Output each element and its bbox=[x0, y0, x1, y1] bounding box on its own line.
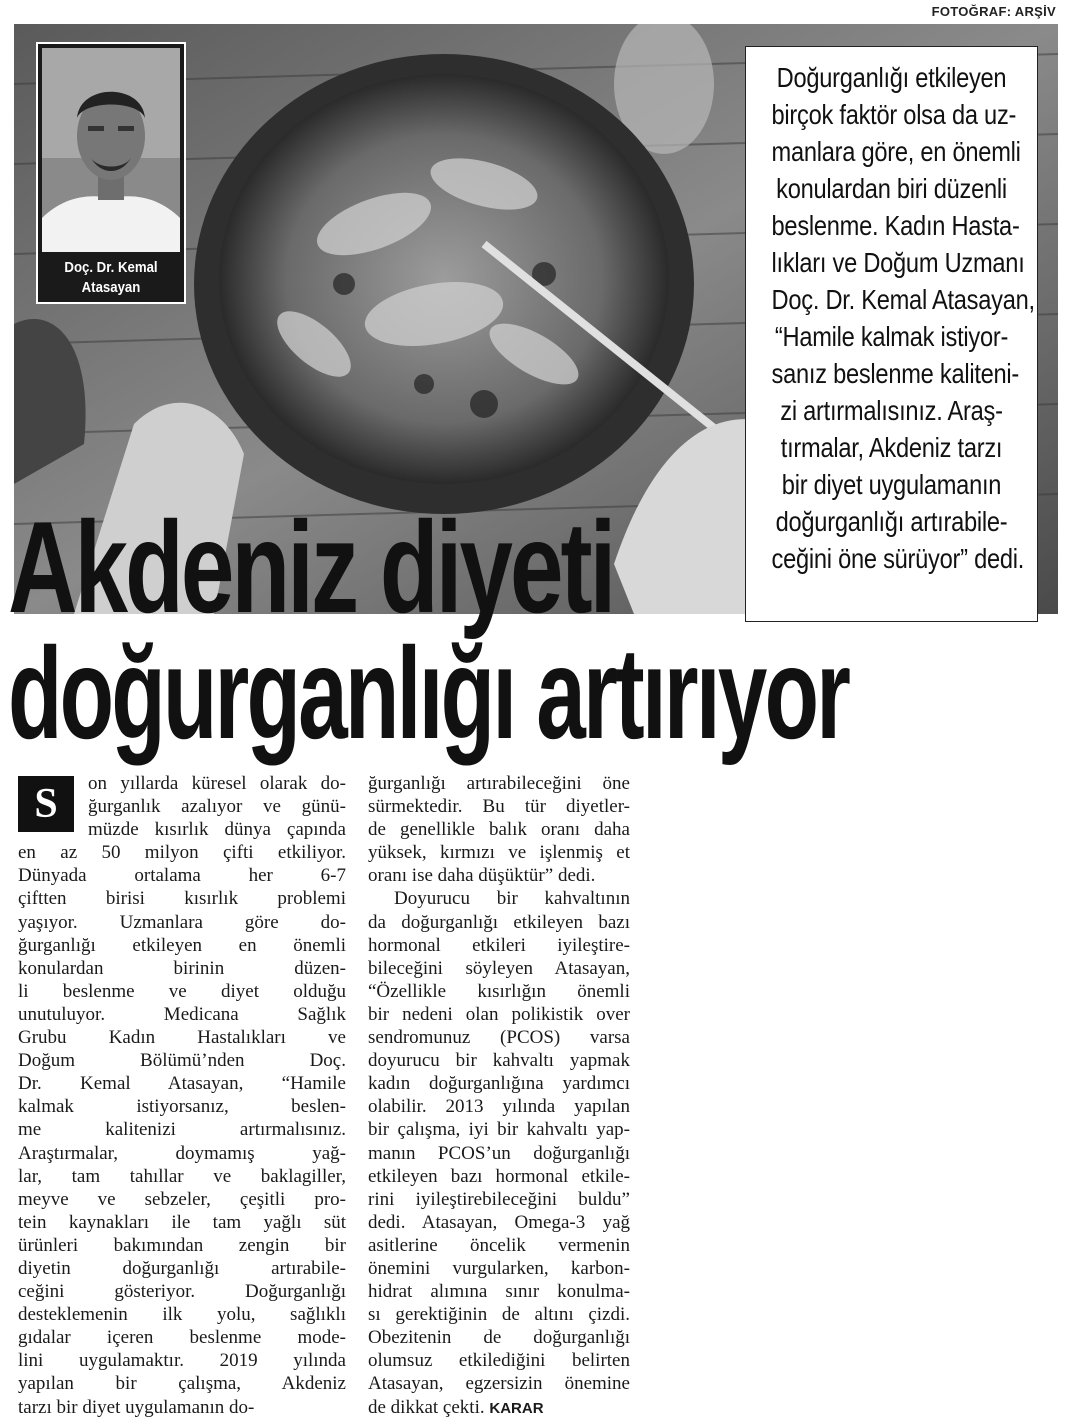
article-line: da doğurganlığı etkileyen bazı bbox=[368, 911, 630, 933]
article-column-1 bbox=[18, 772, 346, 1419]
article-line: sendromunuz (PCOS) varsa bbox=[368, 1027, 630, 1049]
quote-line: Doç. Dr. Kemal Atasayan, bbox=[771, 284, 1035, 315]
portrait-photo bbox=[42, 48, 180, 252]
quote-line: “Hamile kalmak istiyor- bbox=[774, 321, 1009, 352]
quote-line: beslenme. Kadın Hasta- bbox=[771, 210, 1020, 241]
article-line: Grubu Kadın Hastalıkları ve bbox=[18, 1027, 346, 1049]
article-line: “Özellikle kısırlığın önemli bbox=[368, 980, 630, 1002]
article-line: önemini vurgularken, karbon- bbox=[368, 1257, 630, 1279]
article-line: bileceğini söyleyen Atasayan, bbox=[368, 957, 630, 979]
article-line: en az 50 milyon çifti etkiliyor. bbox=[18, 842, 346, 864]
article-line: lini uygulamaktır. 2019 yılında bbox=[18, 1350, 346, 1372]
article-line: lar, tam tahıllar ve baklagiller, bbox=[18, 1165, 346, 1187]
headline-line2: doğurganlığı artırıyor bbox=[8, 620, 849, 766]
photo-credit: FOTOĞRAF: ARŞİV bbox=[931, 4, 1056, 19]
quote-line: zi artırmalısınız. Araş- bbox=[780, 395, 1003, 426]
quote-line: manlara göre, en önemli bbox=[771, 136, 1021, 167]
article-line: müzde kısırlık dünya çapında bbox=[88, 819, 346, 841]
quote-line: tırmalar, Akdeniz tarzı bbox=[780, 432, 1003, 463]
article-line: bir nedeni olan polikistik over bbox=[368, 1003, 630, 1025]
article-line: ğurganlık azalıyor ve günü- bbox=[88, 796, 346, 818]
article-line: on yıllarda küresel olarak do- bbox=[88, 773, 346, 794]
article-line: olabilir. 2013 yılında yapılan bbox=[368, 1096, 630, 1118]
article-line: yaşıyor. Uzmanlara göre do- bbox=[18, 911, 346, 933]
article-line: yüksek, kırmızı ve işlenmiş et bbox=[368, 842, 630, 864]
article-line: Dr. Kemal Atasayan, “Hamile bbox=[18, 1073, 346, 1095]
article-line: tarzı bir diyet uygulamanın do- bbox=[18, 1396, 255, 1418]
article-line: kadın doğurganlığına yardımcı bbox=[368, 1073, 630, 1095]
article-line: gıdalar içeren beslenme mode- bbox=[18, 1327, 346, 1349]
drop-cap: S bbox=[18, 776, 74, 832]
portrait-box bbox=[36, 42, 186, 304]
article-line: hormonal etkileri iyileştire- bbox=[368, 934, 630, 956]
portrait-caption bbox=[47, 258, 175, 298]
article-line: ğurganlığı etkileyen en önemli bbox=[18, 934, 346, 956]
article-line: ğurganlığı artırabileceğini öne bbox=[368, 773, 630, 794]
article-line: bir çalışma, iyi bir kahvaltı yap- bbox=[368, 1119, 630, 1141]
headline bbox=[8, 494, 1072, 766]
article-line: asitlerine öncelik vermenin bbox=[368, 1234, 630, 1256]
quote-line: konulardan biri düzenli bbox=[776, 173, 1007, 204]
article-line: oranı ise daha düşüktür” dedi. bbox=[368, 865, 596, 887]
headline-line1: Akdeniz diyeti bbox=[8, 494, 614, 640]
article-line: desteklemenin ilk yolu, sağlıklı bbox=[18, 1304, 346, 1326]
article-line: de dikkat çekti. bbox=[368, 1396, 485, 1418]
article-line: olumsuz etkilediğini belirten bbox=[368, 1350, 630, 1372]
article-line: manın PCOS’un doğurganlığı bbox=[368, 1142, 630, 1164]
article-line: yapılan bir çalışma, Akdeniz bbox=[18, 1373, 346, 1395]
article-line: doyurucu bir kahvaltı yapmak bbox=[368, 1050, 630, 1072]
quote-line: birçok faktör olsa da uz- bbox=[771, 99, 1017, 130]
article-line: meyve ve sebzeler, çeşitli pro- bbox=[18, 1188, 346, 1210]
article-line: ceğini gösteriyor. Doğurganlığı bbox=[18, 1281, 346, 1303]
article-line: tein kaynakları ile tam yağlı süt bbox=[18, 1211, 346, 1233]
article-line: de genellikle balık oranı daha bbox=[368, 819, 630, 841]
article-line: me kalitenizi artırmalısınız. bbox=[18, 1119, 346, 1141]
quote-line: lıkları ve Doğum Uzmanı bbox=[771, 247, 1025, 278]
article-line: kalmak istiyorsanız, beslen- bbox=[18, 1096, 346, 1118]
article-line: diyetin doğurganlığı artırabile- bbox=[18, 1257, 346, 1279]
quote-line: doğurganlığı artırabile- bbox=[775, 506, 1008, 537]
article-line: li beslenme ve diyet olduğu bbox=[18, 980, 346, 1002]
portrait-caption-line1: Doç. Dr. Kemal bbox=[64, 259, 158, 276]
article-line: Doyurucu bir kahvaltının bbox=[394, 888, 630, 910]
quote-line: bir diyet uygulamanın bbox=[781, 469, 1002, 500]
quote-line: sanız beslenme kaliteni- bbox=[771, 358, 1020, 389]
article-line: çiftten birisi kısırlık problemi bbox=[18, 888, 346, 910]
article-column-2 bbox=[368, 772, 630, 1419]
article-line: unutuluyor. Medicana Sağlık bbox=[18, 1003, 346, 1025]
article-line: Obezitenin de doğurganlığı bbox=[368, 1327, 630, 1349]
article-line: Atasayan, egzersizin önemine bbox=[368, 1373, 630, 1395]
article-line: sı gerektiğinin de altını çizdi. bbox=[368, 1304, 630, 1326]
article-line: dedi. Atasayan, Omega-3 yağ bbox=[368, 1211, 630, 1233]
article-line: konulardan birinin düzen- bbox=[18, 957, 346, 979]
quote-line: Doğurganlığı etkileyen bbox=[776, 62, 1007, 93]
article-line: Araştırmalar, doymamış yağ- bbox=[18, 1142, 346, 1164]
article-line: etkileyen bazı hormonal etkile- bbox=[368, 1165, 630, 1187]
article-line: rini iyileştirebileceğini buldu” bbox=[368, 1188, 630, 1210]
article-line: sürmektedir. Bu tür diyetler- bbox=[368, 796, 630, 818]
article-line: Doğum Bölümü’nden Doç. bbox=[18, 1050, 346, 1072]
quote-line: ceğini öne sürüyor” dedi. bbox=[771, 543, 1025, 574]
article-line: hidrat alımına sınır konulma- bbox=[368, 1281, 630, 1303]
article-line: ürünleri bakımından zengin bir bbox=[18, 1234, 346, 1256]
author-signature: KARAR bbox=[489, 1399, 544, 1417]
article-line: Dünyada ortalama her 6-7 bbox=[18, 865, 346, 887]
portrait-caption-line2: Atasayan bbox=[81, 279, 141, 296]
